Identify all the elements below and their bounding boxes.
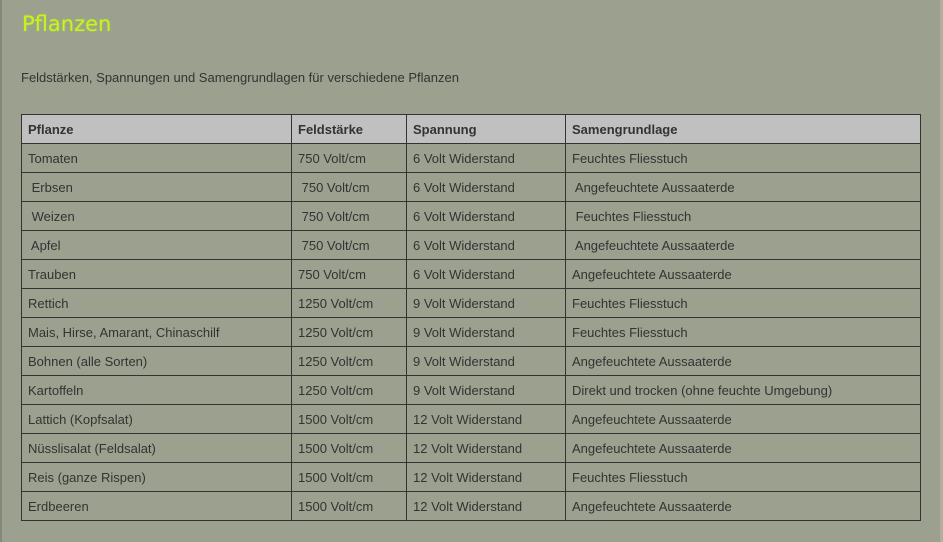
table-cell: 1500 Volt/cm xyxy=(292,434,407,463)
table-cell: Erbsen xyxy=(22,173,292,202)
table-cell: Weizen xyxy=(22,202,292,231)
table-cell: 12 Volt Widerstand xyxy=(407,463,566,492)
table-cell: 12 Volt Widerstand xyxy=(407,405,566,434)
table-cell: 1500 Volt/cm xyxy=(292,405,407,434)
column-header: Feldstärke xyxy=(292,115,407,144)
table-cell: 1250 Volt/cm xyxy=(292,347,407,376)
table-cell: Feuchtes Fliesstuch xyxy=(566,463,921,492)
table-cell: Apfel xyxy=(22,231,292,260)
table-row xyxy=(22,202,921,231)
table-row xyxy=(22,318,921,347)
table-cell: 6 Volt Widerstand xyxy=(407,144,566,173)
table-cell: 750 Volt/cm xyxy=(292,173,407,202)
table-cell: 1500 Volt/cm xyxy=(292,463,407,492)
table-row xyxy=(22,492,921,521)
table-cell: Lattich (Kopfsalat) xyxy=(22,405,292,434)
table-cell: 9 Volt Widerstand xyxy=(407,318,566,347)
table-cell: Angefeuchtete Aussaaterde xyxy=(566,492,921,521)
table-cell: 1250 Volt/cm xyxy=(292,376,407,405)
table-cell: Rettich xyxy=(22,289,292,318)
table-row xyxy=(22,463,921,492)
table-cell: Trauben xyxy=(22,260,292,289)
table-cell: Angefeuchtete Aussaaterde xyxy=(566,434,921,463)
table-cell: Angefeuchtete Aussaaterde xyxy=(566,405,921,434)
table-cell: 9 Volt Widerstand xyxy=(407,289,566,318)
table-row xyxy=(22,376,921,405)
table-cell: Direkt und trocken (ohne feuchte Umgebung) xyxy=(566,376,921,405)
column-header: Spannung xyxy=(407,115,566,144)
table-row xyxy=(22,289,921,318)
table-cell: Erdbeeren xyxy=(22,492,292,521)
table-row xyxy=(22,347,921,376)
table-cell: Angefeuchtete Aussaaterde xyxy=(566,231,921,260)
table-cell: Kartoffeln xyxy=(22,376,292,405)
table-cell: 1250 Volt/cm xyxy=(292,318,407,347)
table-cell: Mais, Hirse, Amarant, Chinaschilf xyxy=(22,318,292,347)
table-cell: 6 Volt Widerstand xyxy=(407,173,566,202)
table-row xyxy=(22,434,921,463)
table-cell: Nüsslisalat (Feldsalat) xyxy=(22,434,292,463)
table-cell: 9 Volt Widerstand xyxy=(407,347,566,376)
table-cell: Reis (ganze Rispen) xyxy=(22,463,292,492)
table-cell: 750 Volt/cm xyxy=(292,202,407,231)
table-cell: 12 Volt Widerstand xyxy=(407,434,566,463)
table-cell: Angefeuchtete Aussaaterde xyxy=(566,260,921,289)
table-cell: 9 Volt Widerstand xyxy=(407,376,566,405)
table-cell: Angefeuchtete Aussaaterde xyxy=(566,347,921,376)
table-row xyxy=(22,173,921,202)
table-cell: Feuchtes Fliesstuch xyxy=(566,144,921,173)
table-cell: 1250 Volt/cm xyxy=(292,289,407,318)
table-cell: 750 Volt/cm xyxy=(292,260,407,289)
plants-table xyxy=(21,114,921,521)
table-row xyxy=(22,144,921,173)
table-cell: Tomaten xyxy=(22,144,292,173)
table-cell: Feuchtes Fliesstuch xyxy=(566,289,921,318)
table-cell: 6 Volt Widerstand xyxy=(407,260,566,289)
table-cell: Feuchtes Fliesstuch xyxy=(566,318,921,347)
table-cell: 6 Volt Widerstand xyxy=(407,202,566,231)
table-cell: 6 Volt Widerstand xyxy=(407,231,566,260)
table-row xyxy=(22,231,921,260)
table-cell: 750 Volt/cm xyxy=(292,231,407,260)
table-cell: 12 Volt Widerstand xyxy=(407,492,566,521)
table-header-row xyxy=(22,115,921,144)
column-header: Pflanze xyxy=(22,115,292,144)
table-cell: 1500 Volt/cm xyxy=(292,492,407,521)
table-cell: Angefeuchtete Aussaaterde xyxy=(566,173,921,202)
table-row xyxy=(22,260,921,289)
table-row xyxy=(22,405,921,434)
table-cell: Bohnen (alle Sorten) xyxy=(22,347,292,376)
column-header: Samengrundlage xyxy=(566,115,921,144)
intro-text: Feldstärken, Spannungen und Samengrundlagen für verschiedene Pflanzen xyxy=(21,70,459,85)
page-title: Pflanzen xyxy=(22,12,112,36)
table-cell: 750 Volt/cm xyxy=(292,144,407,173)
table-cell: Feuchtes Fliesstuch xyxy=(566,202,921,231)
